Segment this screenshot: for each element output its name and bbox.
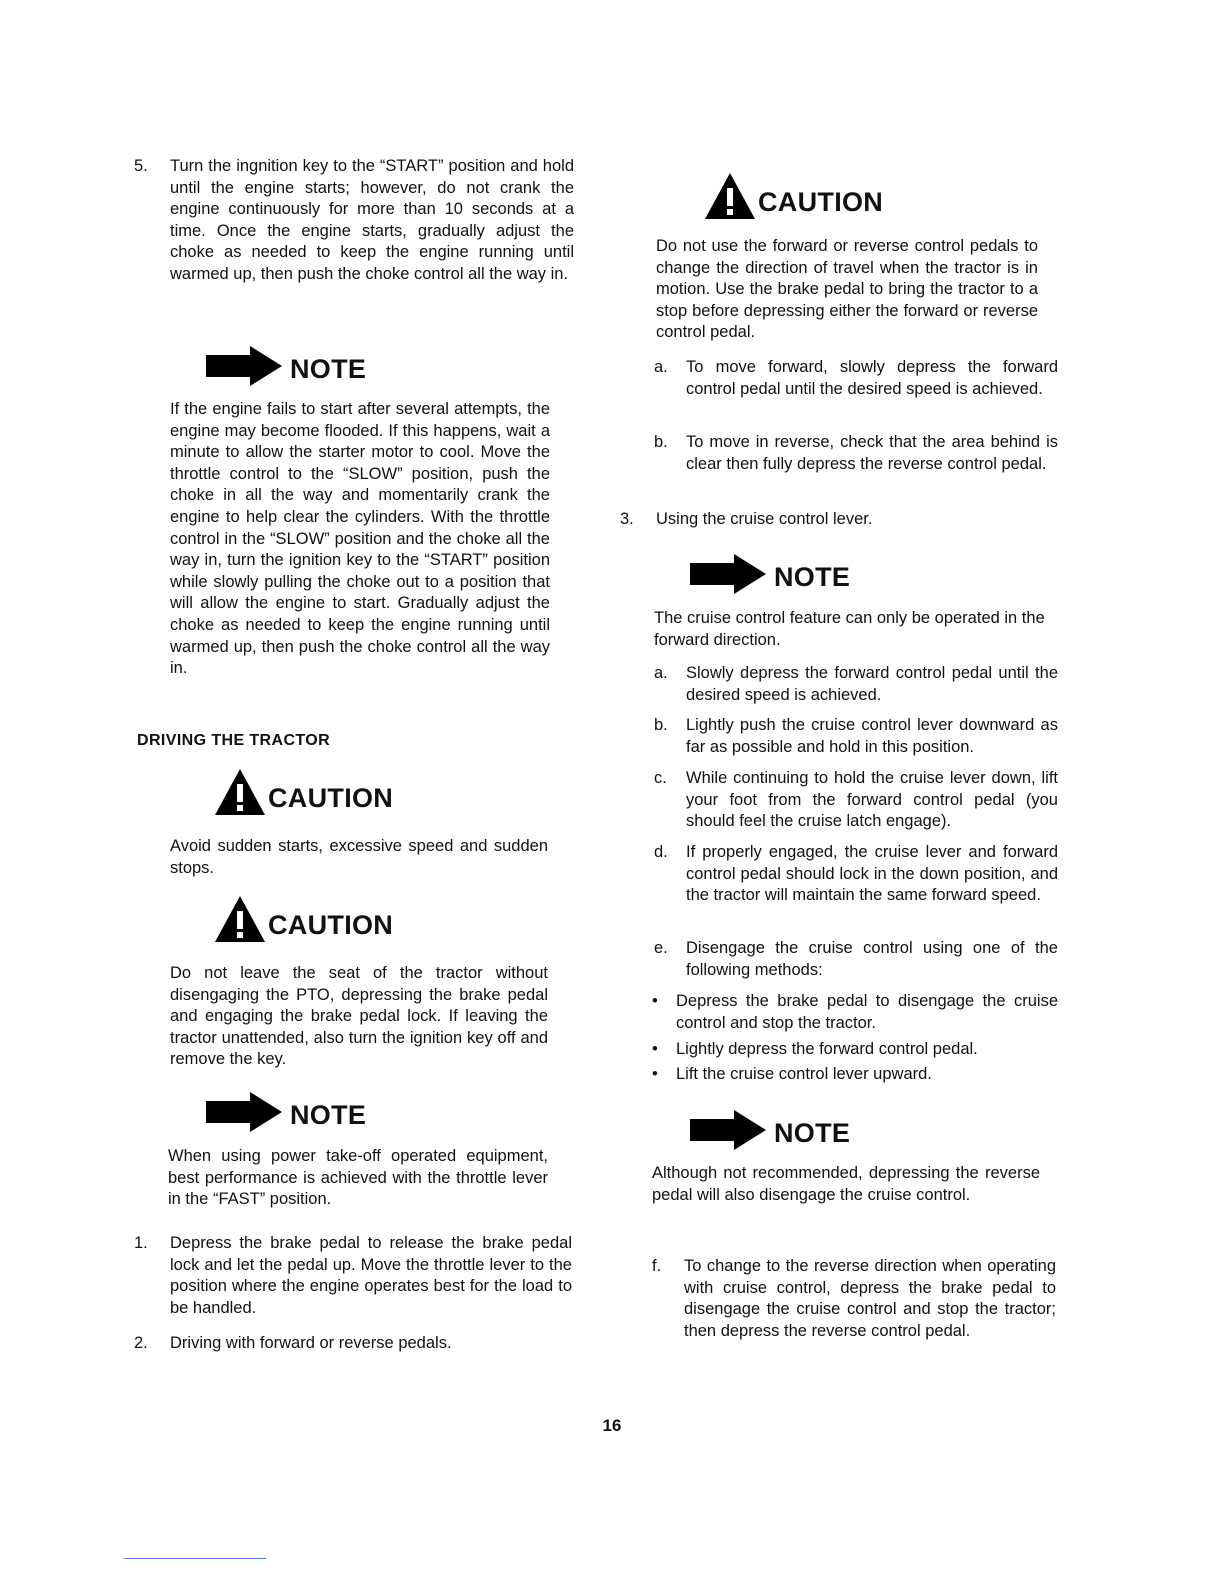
item-letter: a. bbox=[654, 664, 668, 682]
item-text: If properly engaged, the cruise lever and forward control pedal should lock in the down position, and the tractor will maintain the same forward speed. bbox=[686, 843, 1058, 905]
caution-heading bbox=[214, 768, 393, 816]
item-letter: d. bbox=[654, 843, 668, 861]
list-item bbox=[654, 715, 1059, 758]
step-text: Driving with forward or reverse pedals. bbox=[170, 1334, 452, 1352]
caution-heading bbox=[214, 895, 393, 943]
bullet-mark: • bbox=[652, 992, 658, 1010]
note-text: The cruise control feature can only be operated in the forward direction. bbox=[654, 609, 1045, 649]
arrow-right-icon bbox=[206, 346, 282, 386]
arrow-right-icon bbox=[690, 554, 766, 594]
list-item bbox=[654, 432, 1059, 475]
warning-triangle-icon bbox=[214, 768, 266, 816]
note-heading bbox=[206, 346, 366, 386]
item-letter: e. bbox=[654, 939, 668, 957]
note-heading bbox=[690, 554, 850, 594]
caution-text: Do not use the forward or reverse control pedals to change the direction of travel when the tractor is in motion. Use the brake pedal to bring the tractor to a stop before depressing either the forward or reverse control pedal. bbox=[656, 237, 1038, 342]
item-text: Lightly depress the forward control pedal. bbox=[676, 1040, 978, 1058]
step-text: Depress the brake pedal to release the brake pedal lock and let the pedal up. Move the throttle lever to the position where the engine operates best for the load to be handled. bbox=[170, 1234, 572, 1317]
note-label: NOTE bbox=[774, 562, 851, 592]
caution-label: CAUTION bbox=[268, 910, 394, 940]
list-item bbox=[654, 357, 1059, 400]
step-text: Turn the ingnition key to the “START” position and hold until the engine starts; however, do not crank the engine continuously for more than 10 seconds at a time. Once the engine starts, gradually adjust the choke as needed to keep the engine running until warmed up, then push the choke control all the way in. bbox=[170, 157, 574, 283]
list-item bbox=[652, 991, 1057, 1034]
note-label: NOTE bbox=[774, 1118, 851, 1148]
caution-text: Do not leave the seat of the tractor without disengaging the PTO, depressing the brake pedal and engaging the brake pedal lock. If leaving the tractor unattended, also turn the ignition key off and remove the key. bbox=[170, 964, 548, 1069]
bullet-mark: • bbox=[652, 1065, 658, 1083]
warning-triangle-icon bbox=[214, 895, 266, 943]
step-1 bbox=[134, 1233, 580, 1319]
list-item bbox=[654, 768, 1059, 833]
item-letter: c. bbox=[654, 769, 667, 787]
item-text: Slowly depress the forward control pedal until the desired speed is achieved. bbox=[686, 664, 1058, 704]
note-heading bbox=[690, 1110, 850, 1150]
item-letter: f. bbox=[652, 1257, 662, 1275]
step-2 bbox=[134, 1333, 580, 1355]
item-letter: a. bbox=[654, 358, 668, 376]
list-item bbox=[654, 842, 1059, 907]
item-letter: b. bbox=[654, 716, 668, 734]
footer-rule bbox=[124, 1558, 266, 1559]
item-text: Depress the brake pedal to disengage the cruise control and stop the tractor. bbox=[676, 992, 1058, 1032]
step-5 bbox=[134, 156, 580, 286]
step-text: Using the cruise control lever. bbox=[656, 510, 873, 528]
bullet-mark: • bbox=[652, 1040, 658, 1058]
list-item bbox=[652, 1256, 1057, 1342]
note-heading bbox=[206, 1092, 366, 1132]
note-label: NOTE bbox=[290, 1100, 367, 1130]
note-text: If the engine fails to start after several attempts, the engine may become flooded. If this happens, wait a minute to allow the starter motor to cool. Move the throttle control to the “SLOW” position, push the choke in all the way and momentarily crank the engine to help clear the cylinders. With the throttle control in the “SLOW” position and the choke all the way in, turn the ignition key to the “START” position while slowly pulling the choke out to a position that will allow the engine to start. Gradually adjust the choke as needed to keep the engine running until warmed up, then push the choke control all the way in. bbox=[170, 400, 550, 678]
item-text: To move forward, slowly depress the forward control pedal until the desired speed is achieved. bbox=[686, 358, 1058, 398]
item-text: Lift the cruise control lever upward. bbox=[676, 1065, 932, 1083]
list-item bbox=[654, 938, 1059, 981]
warning-triangle-icon bbox=[704, 172, 756, 220]
list-item bbox=[652, 1064, 1057, 1086]
item-text: To move in reverse, check that the area behind is clear then fully depress the reverse control pedal. bbox=[686, 433, 1058, 473]
list-item bbox=[654, 663, 1059, 706]
step-number: 2. bbox=[134, 1334, 148, 1352]
step-number: 1. bbox=[134, 1234, 148, 1252]
item-text: Disengage the cruise control using one of the following methods: bbox=[686, 939, 1058, 979]
step-3 bbox=[620, 509, 1060, 531]
item-text: Lightly push the cruise control lever downward as far as possible and hold in this position. bbox=[686, 716, 1058, 756]
note-text: When using power take-off operated equipment, best performance is achieved with the throttle lever in the “FAST” position. bbox=[168, 1147, 548, 1209]
section-heading: DRIVING THE TRACTOR bbox=[137, 732, 331, 749]
note-label: NOTE bbox=[290, 354, 367, 384]
list-item bbox=[652, 1039, 1057, 1061]
caution-label: CAUTION bbox=[758, 187, 884, 217]
item-letter: b. bbox=[654, 433, 668, 451]
caution-label: CAUTION bbox=[268, 783, 394, 813]
item-text: While continuing to hold the cruise lever down, lift your foot from the forward control pedal (you should feel the cruise latch engage). bbox=[686, 769, 1058, 831]
page-number: 16 bbox=[602, 1416, 622, 1435]
caution-text: Avoid sudden starts, excessive speed and sudden stops. bbox=[170, 837, 548, 877]
caution-heading bbox=[704, 172, 883, 220]
arrow-right-icon bbox=[206, 1092, 282, 1132]
step-number: 3. bbox=[620, 510, 634, 528]
step-number: 5. bbox=[134, 157, 148, 175]
arrow-right-icon bbox=[690, 1110, 766, 1150]
note-text: Although not recommended, depressing the reverse pedal will also disengage the cruise control. bbox=[652, 1164, 1040, 1204]
item-text: To change to the reverse direction when operating with cruise control, depress the brake pedal to disengage the cruise control and stop the tractor; then depress the reverse control pedal. bbox=[684, 1257, 1056, 1340]
